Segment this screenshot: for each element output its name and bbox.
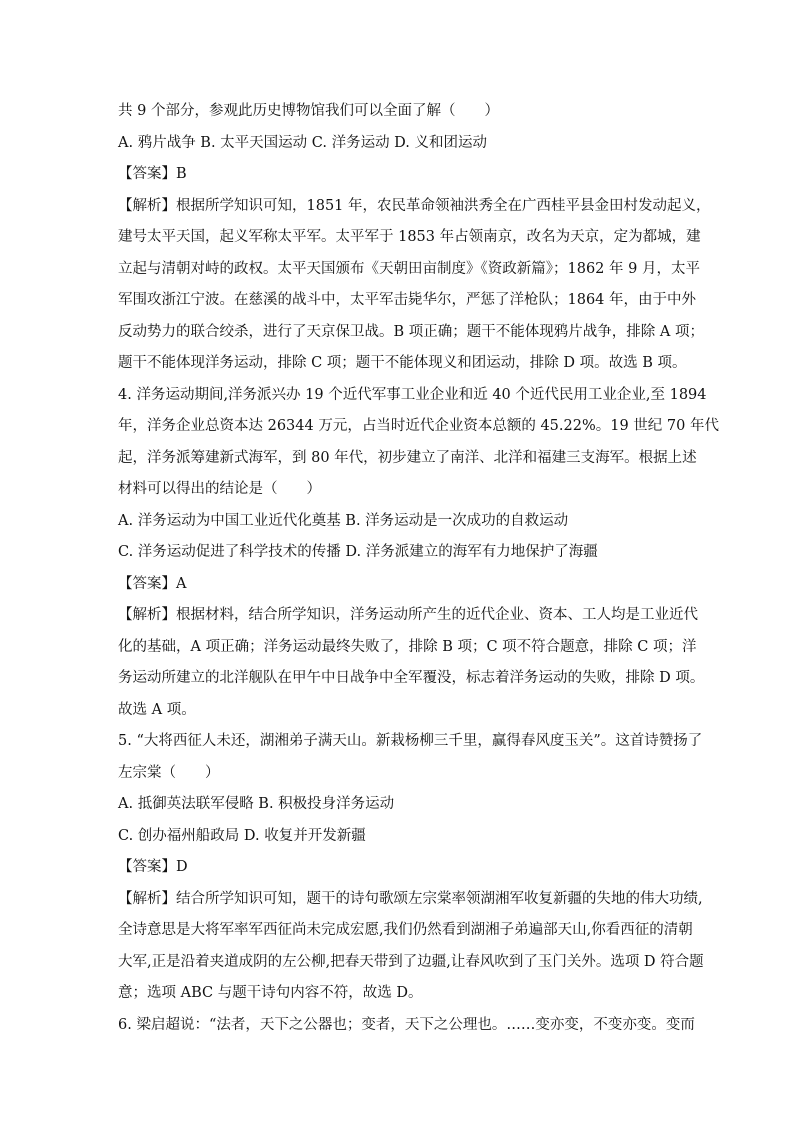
question-4-analysis-line: 化的基础，A 项正确；洋务运动最终失败了，排除 B 项；C 项不符合题意，排除 C 项；洋	[118, 639, 697, 655]
question-5-stem: 5. “大将西征人未还，湖湘弟子满天山。新栽杨柳三千里，赢得春风度玉关”。这首诗赞扬了	[118, 733, 703, 749]
question-3-analysis-line: 建号太平天国，起义军称太平军。太平军于 1853 年占领南京，改名为天京，定为都城，建	[118, 229, 701, 245]
question-3-analysis-line: 题干不能体现洋务运动，排除 C 项；题干不能体现义和团运动，排除 D 项。故选 B 项。	[118, 355, 687, 371]
question-4-stem: 起，洋务派筹建新式海军，到 80 年代，初步建立了南洋、北洋和福建三支海军。根据上述	[118, 450, 697, 466]
question-5-options: C. 创办福州船政局 D. 收复并开发新疆	[118, 828, 366, 844]
question-5-analysis-line: 全诗意思是大将军率军西征尚未完成宏愿,我们仍然看到湖湘子弟遍部天山,你看西征的清朝	[118, 922, 693, 938]
question-5-options: A. 抵御英法联军侵略 B. 积极投身洋务运动	[118, 796, 395, 812]
question-4-analysis-line: 故选 A 项。	[118, 702, 196, 718]
question-5-analysis-line: 大军,正是沿着夹道成阴的左公柳,把春天带到了边疆,让春风吹到了玉门关外。选项 D 符合题	[118, 954, 704, 970]
question-6-stem: 6. 梁启超说：“法者，天下之公器也；变者，天下之公理也。……变亦变，不变亦变。变而	[118, 1017, 695, 1033]
question-5-answer: 【答案】D	[118, 859, 188, 875]
question-4-stem: 4. 洋务运动期间,洋务派兴办 19 个近代军事工业企业和近 40 个近代民用工业企业,至 1894	[118, 387, 707, 403]
question-4-stem: 材料可以得出的结论是（ ）	[118, 481, 321, 497]
question-4-options: C. 洋务运动促进了科学技术的传播 D. 洋务派建立的海军有力地保护了海疆	[118, 544, 598, 560]
question-3-analysis-line: 【解析】根据所学知识可知，1851 年，农民革命领袖洪秀全在广西桂平县金田村发动起义，	[118, 198, 711, 214]
question-4-stem: 年，洋务企业总资本达 26344 万元，占当时近代企业资本总额的 45.22%。19 世纪 70 年代	[118, 418, 719, 434]
question-3-analysis-line: 立起与清朝对峙的政权。太平天国颁布《天朝田亩制度》《资政新篇》；1862 年 9 月，太平	[118, 261, 700, 277]
question-3-analysis-line: 反动势力的联合绞杀，进行了天京保卫战。B 项正确；题干不能体现鸦片战争，排除 A 项；	[118, 324, 704, 340]
question-3-analysis-line: 军围攻浙江宁波。在慈溪的战斗中，太平军击毙华尔，严惩了洋枪队；1864 年，由于中外	[118, 292, 697, 308]
question-5-analysis-line: 【解析】结合所学知识可知，题干的诗句歌颂左宗棠率领湖湘军收复新疆的失地的伟大功绩,	[118, 891, 703, 907]
question-4-answer: 【答案】A	[118, 576, 187, 592]
question-3-options: A. 鸦片战争 B. 太平天国运动 C. 洋务运动 D. 义和团运动	[118, 135, 488, 151]
question-4-analysis-line: 【解析】根据材料，结合所学知识，洋务运动所产生的近代企业、资本、工人均是工业近代	[118, 607, 698, 623]
question-5-stem: 左宗棠（ ）	[118, 765, 220, 781]
question-4-options: A. 洋务运动为中国工业近代化奠基 B. 洋务运动是一次成功的自救运动	[118, 513, 569, 529]
question-5-analysis-line: 意；选项 ABC 与题干诗句内容不符，故选 D。	[118, 985, 423, 1001]
question-3-answer: 【答案】B	[118, 166, 187, 182]
question-4-analysis-line: 务运动所建立的北洋舰队在甲午中日战争中全军覆没，标志着洋务运动的失败，排除 D 项。	[118, 670, 705, 686]
question-3-stem-end: 共 9 个部分，参观此历史博物馆我们可以全面了解（ ）	[118, 103, 499, 119]
